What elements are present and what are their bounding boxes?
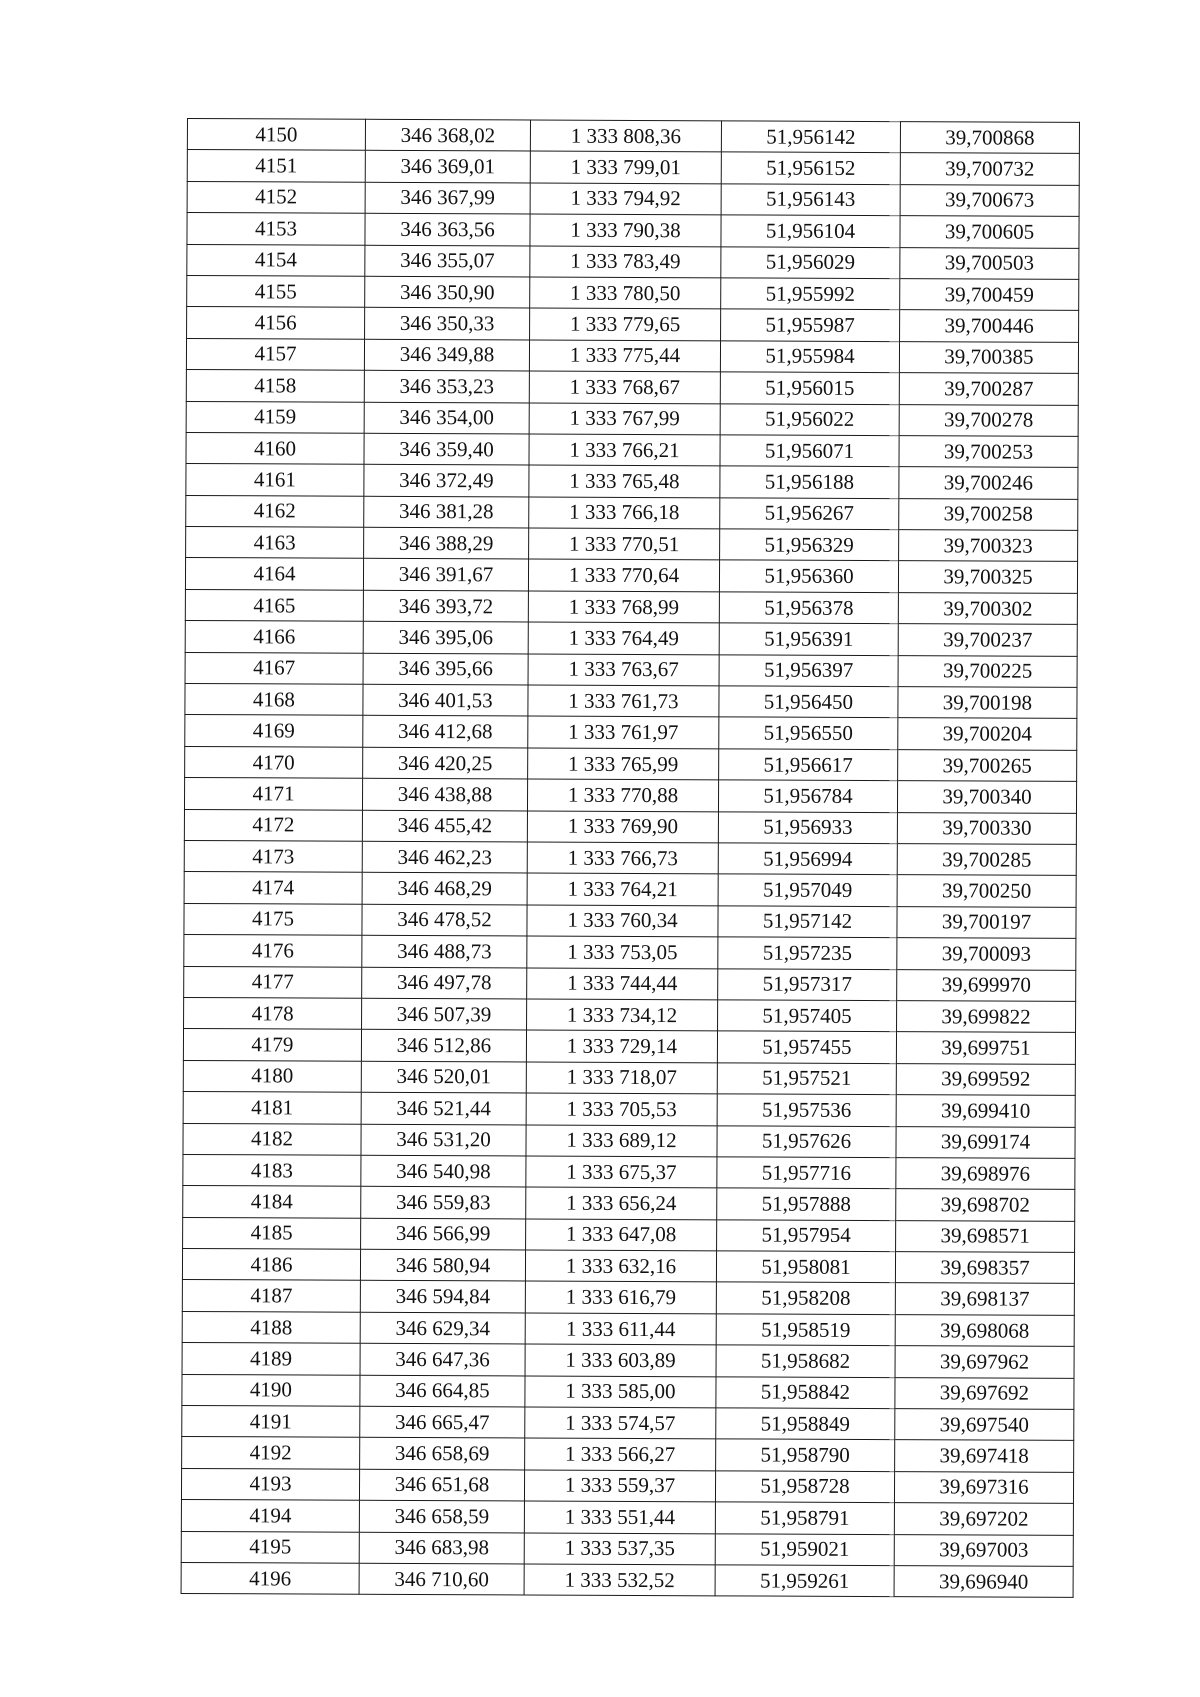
point-number-cell: 4187 bbox=[182, 1280, 360, 1312]
longitude-cell: 39,700253 bbox=[899, 436, 1078, 468]
point-number-cell: 4189 bbox=[182, 1343, 360, 1375]
latitude-cell: 51,957317 bbox=[718, 968, 897, 1000]
y-coordinate-cell: 1 333 808,36 bbox=[530, 120, 721, 152]
y-coordinate-cell: 1 333 770,88 bbox=[527, 779, 718, 811]
latitude-cell: 51,955984 bbox=[720, 341, 899, 373]
point-number-cell: 4150 bbox=[187, 119, 365, 151]
table-row bbox=[186, 464, 1078, 499]
x-coordinate-cell: 346 455,42 bbox=[362, 810, 527, 842]
x-coordinate-cell: 346 531,20 bbox=[361, 1124, 526, 1156]
point-number-cell: 4172 bbox=[184, 809, 362, 841]
x-coordinate-cell: 346 629,34 bbox=[360, 1312, 525, 1344]
x-coordinate-cell: 346 350,90 bbox=[365, 276, 530, 308]
table-row bbox=[183, 1186, 1075, 1221]
latitude-cell: 51,955987 bbox=[721, 309, 900, 341]
x-coordinate-cell: 346 512,86 bbox=[361, 1030, 526, 1062]
y-coordinate-cell: 1 333 574,57 bbox=[525, 1407, 716, 1439]
point-number-cell: 4174 bbox=[184, 872, 362, 904]
y-coordinate-cell: 1 333 734,12 bbox=[527, 999, 718, 1031]
table-row bbox=[181, 1468, 1073, 1503]
y-coordinate-cell: 1 333 551,44 bbox=[524, 1501, 715, 1533]
y-coordinate-cell: 1 333 794,92 bbox=[530, 183, 721, 215]
y-coordinate-cell: 1 333 729,14 bbox=[526, 1030, 717, 1062]
x-coordinate-cell: 346 354,00 bbox=[364, 402, 529, 434]
longitude-cell: 39,697540 bbox=[895, 1409, 1074, 1441]
latitude-cell: 51,958849 bbox=[716, 1408, 895, 1440]
longitude-cell: 39,700446 bbox=[900, 310, 1079, 342]
point-number-cell: 4156 bbox=[187, 307, 365, 339]
table-row bbox=[183, 1029, 1075, 1064]
y-coordinate-cell: 1 333 763,67 bbox=[528, 654, 719, 686]
y-coordinate-cell: 1 333 764,21 bbox=[527, 873, 718, 905]
longitude-cell: 39,698137 bbox=[895, 1283, 1074, 1315]
y-coordinate-cell: 1 333 532,52 bbox=[524, 1564, 715, 1596]
latitude-cell: 51,956267 bbox=[720, 498, 899, 530]
latitude-cell: 51,956378 bbox=[719, 592, 898, 624]
longitude-cell: 39,698571 bbox=[896, 1220, 1075, 1252]
table-row bbox=[184, 903, 1076, 938]
latitude-cell: 51,957521 bbox=[717, 1063, 896, 1095]
table-row bbox=[187, 119, 1079, 154]
coordinates-table bbox=[181, 118, 1080, 1598]
table-row bbox=[182, 1249, 1074, 1284]
longitude-cell: 39,697003 bbox=[894, 1534, 1073, 1566]
table-row bbox=[185, 684, 1077, 719]
table-row bbox=[183, 1060, 1075, 1095]
table-row bbox=[181, 1500, 1073, 1535]
x-coordinate-cell: 346 658,69 bbox=[360, 1438, 525, 1470]
y-coordinate-cell: 1 333 765,99 bbox=[528, 748, 719, 780]
y-coordinate-cell: 1 333 770,51 bbox=[529, 528, 720, 560]
x-coordinate-cell: 346 566,99 bbox=[361, 1218, 526, 1250]
x-coordinate-cell: 346 507,39 bbox=[362, 998, 527, 1030]
table-row bbox=[186, 432, 1078, 467]
y-coordinate-cell: 1 333 766,21 bbox=[529, 434, 720, 466]
latitude-cell: 51,958728 bbox=[715, 1471, 894, 1503]
y-coordinate-cell: 1 333 689,12 bbox=[526, 1124, 717, 1156]
latitude-cell: 51,956550 bbox=[719, 717, 898, 749]
longitude-cell: 39,699970 bbox=[897, 969, 1076, 1001]
table-row bbox=[186, 401, 1078, 436]
y-coordinate-cell: 1 333 656,24 bbox=[526, 1187, 717, 1219]
longitude-cell: 39,700330 bbox=[897, 812, 1076, 844]
table-row bbox=[185, 746, 1077, 781]
y-coordinate-cell: 1 333 780,50 bbox=[530, 277, 721, 309]
x-coordinate-cell: 346 594,84 bbox=[360, 1281, 525, 1313]
longitude-cell: 39,697418 bbox=[895, 1440, 1074, 1472]
longitude-cell: 39,698068 bbox=[895, 1314, 1074, 1346]
table-row bbox=[186, 527, 1078, 562]
point-number-cell: 4175 bbox=[184, 903, 362, 935]
point-number-cell: 4159 bbox=[186, 401, 364, 433]
table-row bbox=[186, 338, 1078, 373]
y-coordinate-cell: 1 333 767,99 bbox=[529, 403, 720, 435]
y-coordinate-cell: 1 333 760,34 bbox=[527, 905, 718, 937]
longitude-cell: 39,700605 bbox=[900, 216, 1079, 248]
point-number-cell: 4185 bbox=[183, 1217, 361, 1249]
latitude-cell: 51,956933 bbox=[718, 811, 897, 843]
latitude-cell: 51,957455 bbox=[717, 1031, 896, 1063]
point-number-cell: 4160 bbox=[186, 432, 364, 464]
point-number-cell: 4184 bbox=[183, 1186, 361, 1218]
longitude-cell: 39,698976 bbox=[896, 1157, 1075, 1189]
x-coordinate-cell: 346 488,73 bbox=[362, 935, 527, 967]
point-number-cell: 4173 bbox=[184, 840, 362, 872]
y-coordinate-cell: 1 333 768,67 bbox=[529, 371, 720, 403]
latitude-cell: 51,958791 bbox=[715, 1502, 894, 1534]
table-row bbox=[185, 558, 1077, 593]
table-row bbox=[186, 370, 1078, 405]
latitude-cell: 51,956152 bbox=[721, 152, 900, 184]
latitude-cell: 51,956397 bbox=[719, 654, 898, 686]
x-coordinate-cell: 346 658,59 bbox=[359, 1500, 524, 1532]
table-row bbox=[187, 213, 1079, 248]
point-number-cell: 4152 bbox=[187, 181, 365, 213]
table-row bbox=[185, 589, 1077, 624]
y-coordinate-cell: 1 333 766,18 bbox=[529, 497, 720, 529]
latitude-cell: 51,956022 bbox=[720, 403, 899, 435]
y-coordinate-cell: 1 333 675,37 bbox=[526, 1156, 717, 1188]
x-coordinate-cell: 346 478,52 bbox=[362, 904, 527, 936]
latitude-cell: 51,955992 bbox=[721, 278, 900, 310]
point-number-cell: 4192 bbox=[182, 1437, 360, 1469]
latitude-cell: 51,958842 bbox=[716, 1376, 895, 1408]
table-row bbox=[183, 1092, 1075, 1127]
latitude-cell: 51,957626 bbox=[717, 1125, 896, 1157]
x-coordinate-cell: 346 664,85 bbox=[360, 1375, 525, 1407]
table-row bbox=[182, 1406, 1074, 1441]
point-number-cell: 4164 bbox=[185, 558, 363, 590]
x-coordinate-cell: 346 395,06 bbox=[363, 622, 528, 654]
y-coordinate-cell: 1 333 775,44 bbox=[529, 340, 720, 372]
longitude-cell: 39,700246 bbox=[899, 467, 1078, 499]
longitude-cell: 39,697202 bbox=[894, 1503, 1073, 1535]
latitude-cell: 51,956329 bbox=[720, 529, 899, 561]
point-number-cell: 4163 bbox=[186, 527, 364, 559]
latitude-cell: 51,958081 bbox=[716, 1251, 895, 1283]
point-number-cell: 4191 bbox=[182, 1406, 360, 1438]
point-number-cell: 4170 bbox=[185, 746, 363, 778]
y-coordinate-cell: 1 333 718,07 bbox=[526, 1062, 717, 1094]
x-coordinate-cell: 346 349,88 bbox=[364, 339, 529, 371]
table-row bbox=[187, 244, 1079, 279]
x-coordinate-cell: 346 520,01 bbox=[361, 1061, 526, 1093]
point-number-cell: 4180 bbox=[183, 1060, 361, 1092]
latitude-cell: 51,956015 bbox=[720, 372, 899, 404]
x-coordinate-cell: 346 651,68 bbox=[359, 1469, 524, 1501]
x-coordinate-cell: 346 710,60 bbox=[359, 1563, 524, 1595]
table-row bbox=[184, 778, 1076, 813]
longitude-cell: 39,700732 bbox=[900, 153, 1079, 185]
x-coordinate-cell: 346 462,23 bbox=[362, 841, 527, 873]
latitude-cell: 51,957536 bbox=[717, 1094, 896, 1126]
latitude-cell: 51,956143 bbox=[721, 184, 900, 216]
longitude-cell: 39,699751 bbox=[896, 1032, 1075, 1064]
longitude-cell: 39,699410 bbox=[896, 1095, 1075, 1127]
longitude-cell: 39,700250 bbox=[897, 875, 1076, 907]
latitude-cell: 51,958208 bbox=[716, 1282, 895, 1314]
x-coordinate-cell: 346 497,78 bbox=[362, 967, 527, 999]
table-row bbox=[182, 1311, 1074, 1346]
x-coordinate-cell: 346 420,25 bbox=[363, 747, 528, 779]
point-number-cell: 4169 bbox=[185, 715, 363, 747]
point-number-cell: 4186 bbox=[182, 1249, 360, 1281]
x-coordinate-cell: 346 372,49 bbox=[364, 465, 529, 497]
longitude-cell: 39,700385 bbox=[899, 341, 1078, 373]
point-number-cell: 4157 bbox=[186, 338, 364, 370]
table-row bbox=[184, 966, 1076, 1001]
x-coordinate-cell: 346 395,66 bbox=[363, 653, 528, 685]
point-number-cell: 4161 bbox=[186, 464, 364, 496]
x-coordinate-cell: 346 647,36 bbox=[360, 1344, 525, 1376]
x-coordinate-cell: 346 391,67 bbox=[363, 559, 528, 591]
point-number-cell: 4176 bbox=[184, 935, 362, 967]
latitude-cell: 51,956391 bbox=[719, 623, 898, 655]
longitude-cell: 39,700237 bbox=[898, 624, 1077, 656]
x-coordinate-cell: 346 368,02 bbox=[365, 119, 530, 151]
point-number-cell: 4181 bbox=[183, 1092, 361, 1124]
y-coordinate-cell: 1 333 537,35 bbox=[524, 1533, 715, 1565]
x-coordinate-cell: 346 388,29 bbox=[364, 527, 529, 559]
longitude-cell: 39,700278 bbox=[899, 404, 1078, 436]
y-coordinate-cell: 1 333 616,79 bbox=[525, 1281, 716, 1313]
table-row bbox=[185, 652, 1077, 687]
table-row bbox=[181, 1531, 1073, 1566]
longitude-cell: 39,697962 bbox=[895, 1346, 1074, 1378]
latitude-cell: 51,957405 bbox=[718, 1000, 897, 1032]
y-coordinate-cell: 1 333 783,49 bbox=[530, 246, 721, 278]
x-coordinate-cell: 346 665,47 bbox=[360, 1406, 525, 1438]
longitude-cell: 39,700204 bbox=[898, 718, 1077, 750]
longitude-cell: 39,699822 bbox=[897, 1001, 1076, 1033]
point-number-cell: 4162 bbox=[186, 495, 364, 527]
latitude-cell: 51,957049 bbox=[718, 874, 897, 906]
latitude-cell: 51,956617 bbox=[719, 749, 898, 781]
x-coordinate-cell: 346 355,07 bbox=[365, 245, 530, 277]
longitude-cell: 39,698357 bbox=[895, 1252, 1074, 1284]
table-row bbox=[187, 307, 1079, 342]
table-row bbox=[184, 935, 1076, 970]
point-number-cell: 4171 bbox=[184, 778, 362, 810]
longitude-cell: 39,697692 bbox=[895, 1377, 1074, 1409]
longitude-cell: 39,700503 bbox=[900, 247, 1079, 279]
y-coordinate-cell: 1 333 768,99 bbox=[528, 591, 719, 623]
table-row bbox=[184, 840, 1076, 875]
point-number-cell: 4177 bbox=[184, 966, 362, 998]
x-coordinate-cell: 346 353,23 bbox=[364, 370, 529, 402]
latitude-cell: 51,959021 bbox=[715, 1533, 894, 1565]
longitude-cell: 39,700287 bbox=[899, 373, 1078, 405]
latitude-cell: 51,957235 bbox=[718, 937, 897, 969]
x-coordinate-cell: 346 559,83 bbox=[361, 1187, 526, 1219]
latitude-cell: 51,956104 bbox=[721, 215, 900, 247]
point-number-cell: 4151 bbox=[187, 150, 365, 182]
longitude-cell: 39,696940 bbox=[894, 1566, 1073, 1598]
point-number-cell: 4183 bbox=[183, 1154, 361, 1186]
point-number-cell: 4190 bbox=[182, 1374, 360, 1406]
table-row bbox=[184, 809, 1076, 844]
table-row bbox=[187, 150, 1079, 185]
table-row bbox=[182, 1280, 1074, 1315]
longitude-cell: 39,700325 bbox=[898, 561, 1077, 593]
point-number-cell: 4158 bbox=[186, 370, 364, 402]
table-row bbox=[181, 1562, 1073, 1597]
table-row bbox=[183, 1154, 1075, 1189]
latitude-cell: 51,956784 bbox=[718, 780, 897, 812]
y-coordinate-cell: 1 333 566,27 bbox=[525, 1438, 716, 1470]
table-row bbox=[187, 275, 1079, 310]
point-number-cell: 4166 bbox=[185, 621, 363, 653]
point-number-cell: 4168 bbox=[185, 684, 363, 716]
y-coordinate-cell: 1 333 790,38 bbox=[530, 214, 721, 246]
table-row bbox=[187, 181, 1079, 216]
y-coordinate-cell: 1 333 744,44 bbox=[527, 968, 718, 1000]
x-coordinate-cell: 346 363,56 bbox=[365, 213, 530, 245]
x-coordinate-cell: 346 540,98 bbox=[361, 1155, 526, 1187]
point-number-cell: 4165 bbox=[185, 589, 363, 621]
table-row bbox=[182, 1343, 1074, 1378]
x-coordinate-cell: 346 580,94 bbox=[360, 1249, 525, 1281]
y-coordinate-cell: 1 333 779,65 bbox=[530, 308, 721, 340]
y-coordinate-cell: 1 333 770,64 bbox=[528, 559, 719, 591]
longitude-cell: 39,700868 bbox=[900, 122, 1079, 154]
latitude-cell: 51,958519 bbox=[716, 1314, 895, 1346]
table-row bbox=[182, 1374, 1074, 1409]
latitude-cell: 51,958790 bbox=[716, 1439, 895, 1471]
y-coordinate-cell: 1 333 764,49 bbox=[528, 622, 719, 654]
longitude-cell: 39,700673 bbox=[900, 184, 1079, 216]
y-coordinate-cell: 1 333 799,01 bbox=[530, 151, 721, 183]
x-coordinate-cell: 346 393,72 bbox=[363, 590, 528, 622]
point-number-cell: 4193 bbox=[181, 1468, 359, 1500]
longitude-cell: 39,700258 bbox=[899, 498, 1078, 530]
latitude-cell: 51,957142 bbox=[718, 906, 897, 938]
longitude-cell: 39,699592 bbox=[896, 1063, 1075, 1095]
point-number-cell: 4167 bbox=[185, 652, 363, 684]
longitude-cell: 39,700265 bbox=[898, 749, 1077, 781]
latitude-cell: 51,956142 bbox=[721, 121, 900, 153]
longitude-cell: 39,700285 bbox=[897, 844, 1076, 876]
y-coordinate-cell: 1 333 611,44 bbox=[525, 1313, 716, 1345]
point-number-cell: 4155 bbox=[187, 275, 365, 307]
x-coordinate-cell: 346 468,29 bbox=[362, 873, 527, 905]
x-coordinate-cell: 346 683,98 bbox=[359, 1532, 524, 1564]
longitude-cell: 39,700197 bbox=[897, 906, 1076, 938]
x-coordinate-cell: 346 401,53 bbox=[363, 684, 528, 716]
x-coordinate-cell: 346 369,01 bbox=[365, 151, 530, 183]
longitude-cell: 39,700198 bbox=[898, 687, 1077, 719]
point-number-cell: 4182 bbox=[183, 1123, 361, 1155]
x-coordinate-cell: 346 350,33 bbox=[365, 308, 530, 340]
longitude-cell: 39,700302 bbox=[898, 592, 1077, 624]
point-number-cell: 4195 bbox=[181, 1531, 359, 1563]
table-row bbox=[186, 495, 1078, 530]
table-row bbox=[185, 715, 1077, 750]
point-number-cell: 4153 bbox=[187, 213, 365, 245]
longitude-cell: 39,700323 bbox=[899, 530, 1078, 562]
y-coordinate-cell: 1 333 585,00 bbox=[525, 1376, 716, 1408]
point-number-cell: 4179 bbox=[183, 1029, 361, 1061]
coordinates-table-body bbox=[181, 119, 1079, 1598]
point-number-cell: 4178 bbox=[184, 997, 362, 1029]
table-row bbox=[185, 621, 1077, 656]
point-number-cell: 4196 bbox=[181, 1562, 359, 1594]
x-coordinate-cell: 346 412,68 bbox=[363, 716, 528, 748]
y-coordinate-cell: 1 333 559,37 bbox=[524, 1470, 715, 1502]
latitude-cell: 51,956360 bbox=[719, 560, 898, 592]
x-coordinate-cell: 346 521,44 bbox=[361, 1092, 526, 1124]
latitude-cell: 51,956994 bbox=[718, 843, 897, 875]
longitude-cell: 39,700340 bbox=[897, 781, 1076, 813]
latitude-cell: 51,956188 bbox=[720, 466, 899, 498]
x-coordinate-cell: 346 438,88 bbox=[362, 778, 527, 810]
latitude-cell: 51,958682 bbox=[716, 1345, 895, 1377]
point-number-cell: 4188 bbox=[182, 1311, 360, 1343]
y-coordinate-cell: 1 333 705,53 bbox=[526, 1093, 717, 1125]
y-coordinate-cell: 1 333 765,48 bbox=[529, 465, 720, 497]
y-coordinate-cell: 1 333 753,05 bbox=[527, 936, 718, 968]
y-coordinate-cell: 1 333 761,97 bbox=[528, 716, 719, 748]
longitude-cell: 39,698702 bbox=[896, 1189, 1075, 1221]
table-row bbox=[183, 1123, 1075, 1158]
latitude-cell: 51,956071 bbox=[720, 435, 899, 467]
table-row bbox=[182, 1437, 1074, 1472]
y-coordinate-cell: 1 333 647,08 bbox=[526, 1219, 717, 1251]
table-row bbox=[183, 1217, 1075, 1252]
latitude-cell: 51,957716 bbox=[717, 1157, 896, 1189]
x-coordinate-cell: 346 359,40 bbox=[364, 433, 529, 465]
y-coordinate-cell: 1 333 603,89 bbox=[525, 1344, 716, 1376]
y-coordinate-cell: 1 333 766,73 bbox=[527, 842, 718, 874]
y-coordinate-cell: 1 333 769,90 bbox=[527, 811, 718, 843]
longitude-cell: 39,699174 bbox=[896, 1126, 1075, 1158]
latitude-cell: 51,956029 bbox=[721, 246, 900, 278]
latitude-cell: 51,956450 bbox=[719, 686, 898, 718]
x-coordinate-cell: 346 367,99 bbox=[365, 182, 530, 214]
table-row bbox=[184, 997, 1076, 1032]
latitude-cell: 51,959261 bbox=[715, 1565, 894, 1597]
x-coordinate-cell: 346 381,28 bbox=[364, 496, 529, 528]
y-coordinate-cell: 1 333 632,16 bbox=[525, 1250, 716, 1282]
y-coordinate-cell: 1 333 761,73 bbox=[528, 685, 719, 717]
point-number-cell: 4154 bbox=[187, 244, 365, 276]
longitude-cell: 39,700225 bbox=[898, 655, 1077, 687]
longitude-cell: 39,700093 bbox=[897, 938, 1076, 970]
latitude-cell: 51,957954 bbox=[717, 1219, 896, 1251]
point-number-cell: 4194 bbox=[181, 1500, 359, 1532]
latitude-cell: 51,957888 bbox=[717, 1188, 896, 1220]
table-row bbox=[184, 872, 1076, 907]
longitude-cell: 39,700459 bbox=[900, 279, 1079, 311]
longitude-cell: 39,697316 bbox=[894, 1471, 1073, 1503]
